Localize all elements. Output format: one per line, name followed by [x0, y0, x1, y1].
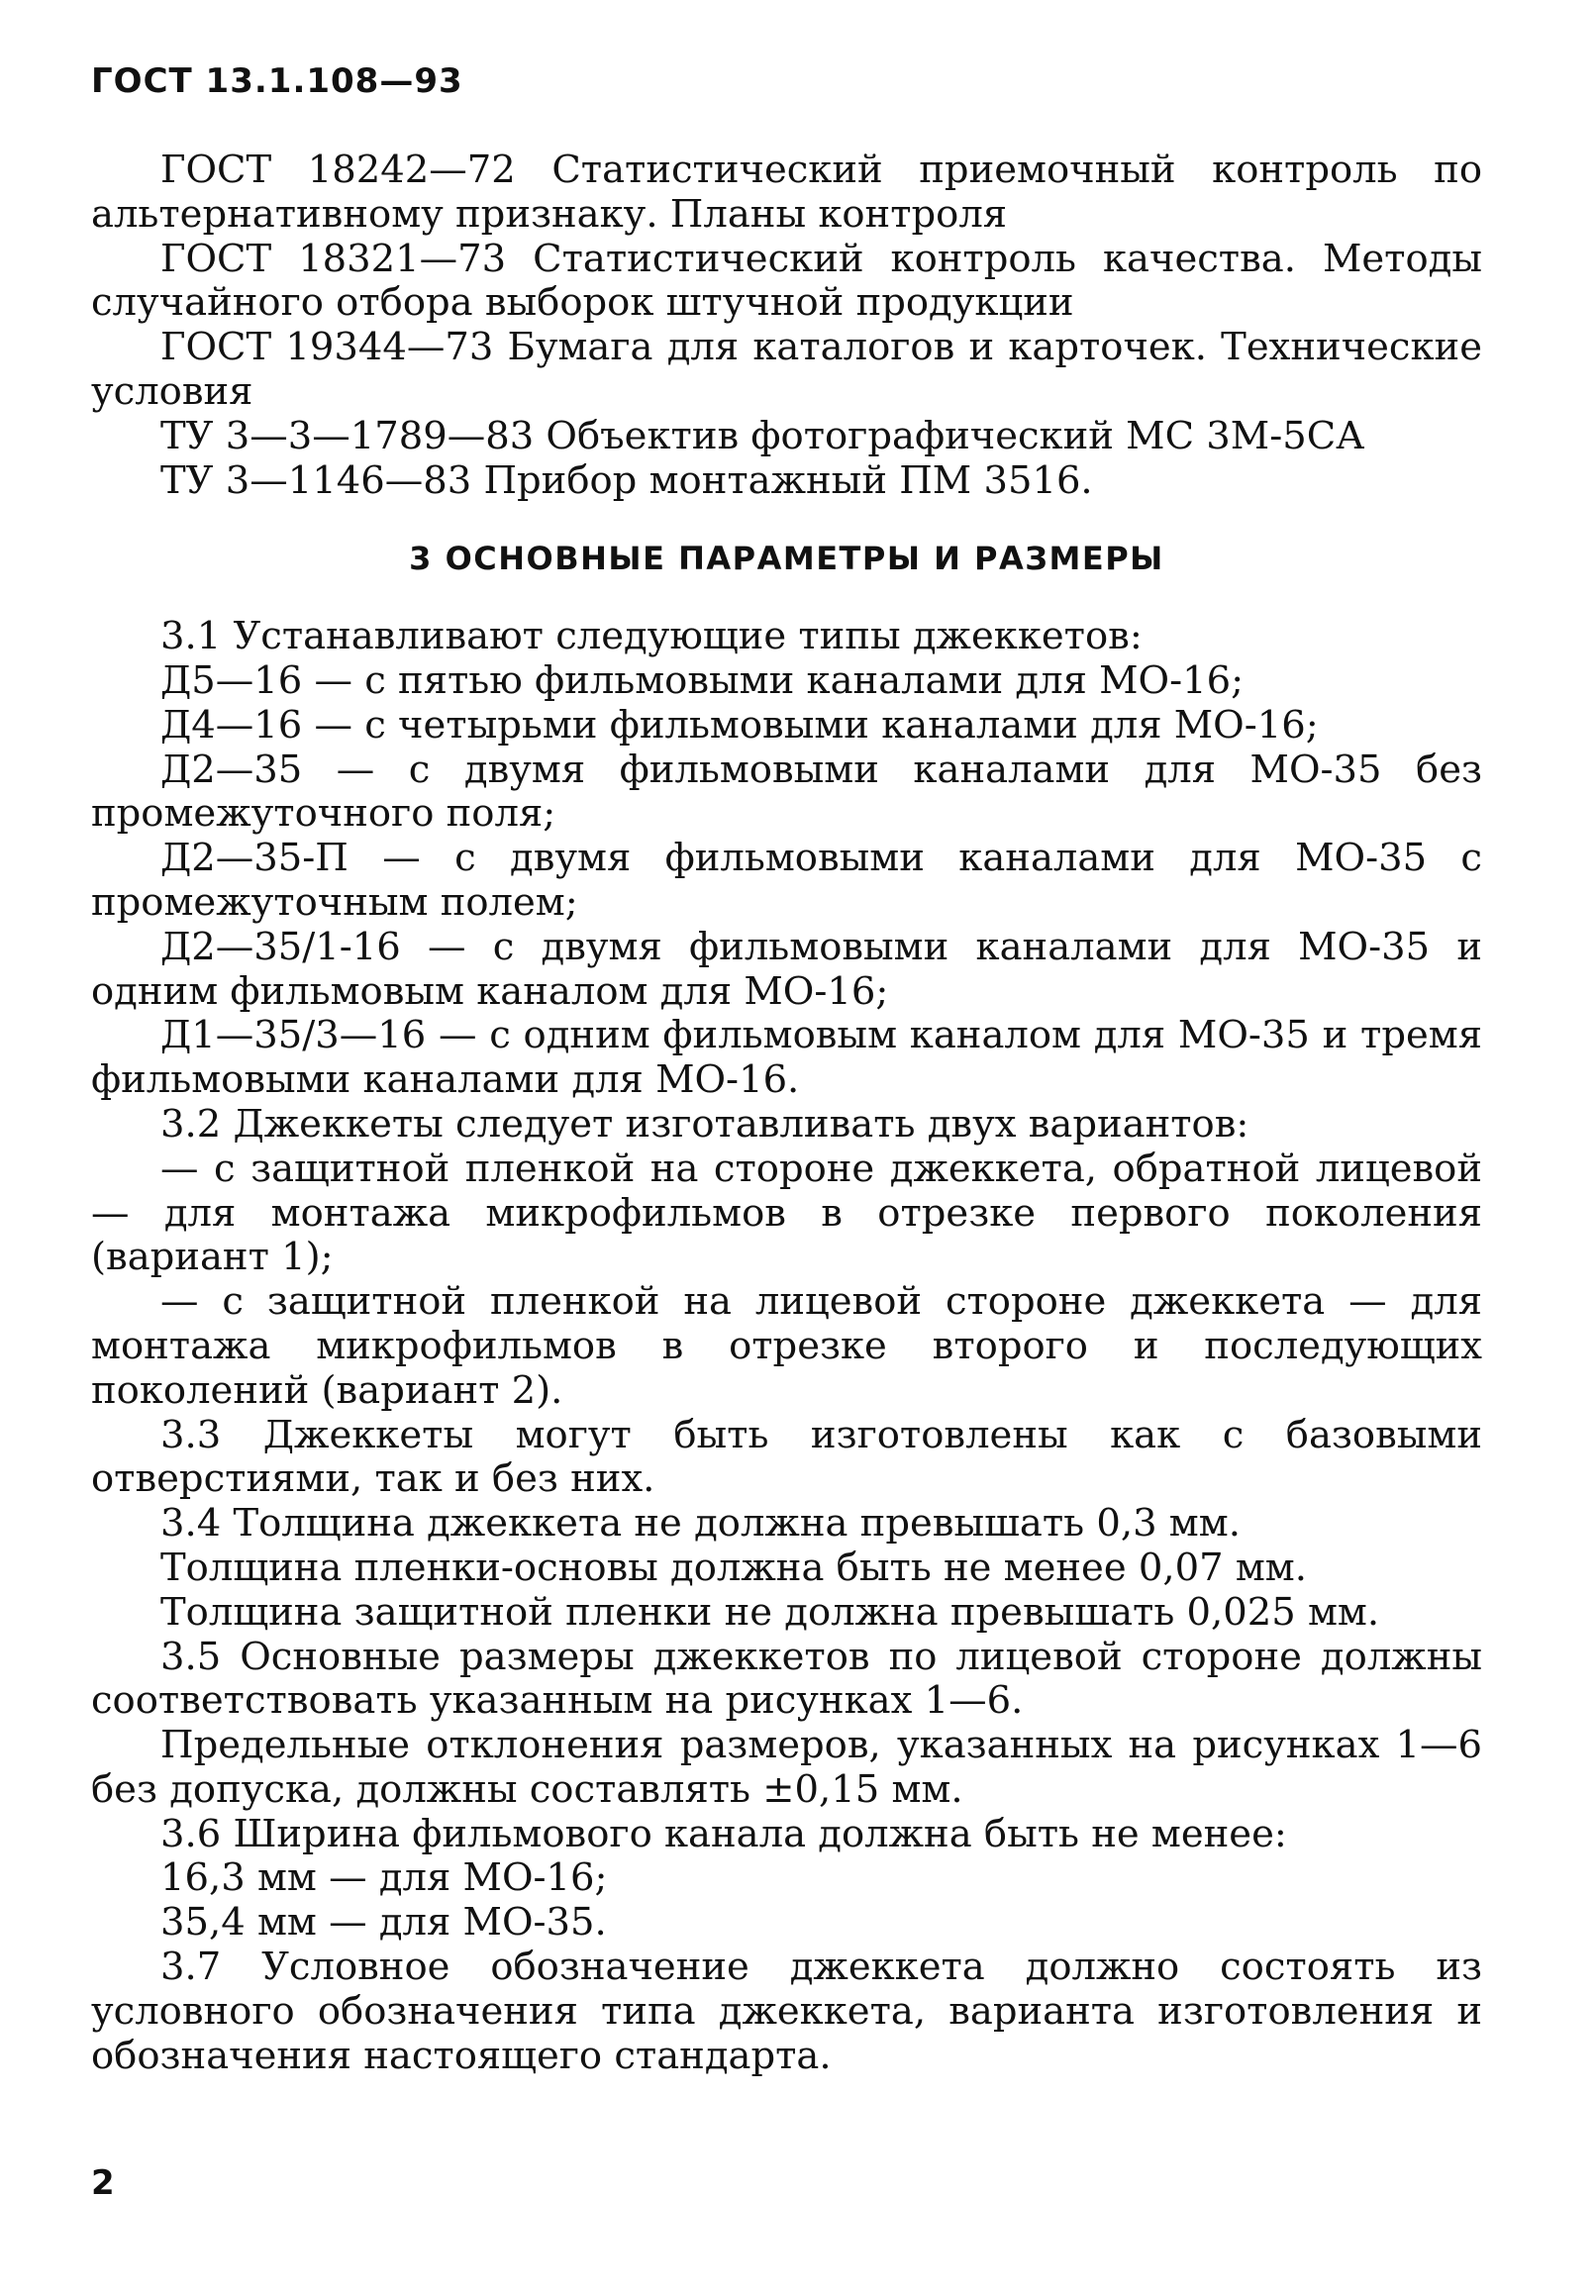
paragraph: Д2—35 — с двумя фильмовыми каналами для МО-35 без промежуточного поля; — [91, 747, 1482, 837]
paragraph: Д1—35/3—16 — с одним фильмовым каналом для МО-35 и тремя фильмовыми каналами для МО-16. — [91, 1013, 1482, 1103]
paragraph: 3.3 Джеккеты могут быть изготовлены как с базовыми отверстиями, так и без них. — [91, 1412, 1482, 1502]
paragraph: 3.7 Условное обозначение джеккета должно состоять из условного обозначения типа джеккета, варианта изготовления и обозначения настоящего стандарта. — [91, 1945, 1482, 2078]
paragraph: Д2—35-П — с двумя фильмовыми каналами для МО-35 с промежуточным полем; — [91, 836, 1482, 925]
document-header: ГОСТ 13.1.108—93 — [91, 61, 463, 101]
paragraph: Толщина защитной пленки не должна превышать 0,025 мм. — [160, 1589, 1380, 1635]
reference-item: ГОСТ 18321—73 Статистический контроль качества. Методы случайного отбора выборок штучной продукции — [91, 236, 1482, 326]
reference-item: ТУ 3—1146—83 Прибор монтажный ПМ 3516. — [160, 457, 1093, 503]
paragraph: — с защитной пленкой на лицевой стороне джеккета — для монтажа микрофильмов в отрезке второго и последующих поколений (вариант 2). — [91, 1279, 1482, 1413]
page-number: 2 — [91, 2163, 115, 2203]
paragraph: 3.1 Устанавливают следующие типы джеккетов: — [160, 614, 1143, 659]
section-title: 3 ОСНОВНЫЕ ПАРАМЕТРЫ И РАЗМЕРЫ — [409, 540, 1164, 578]
paragraph: 35,4 мм — для МО-35. — [160, 1900, 607, 1946]
paragraph: 3.2 Джеккеты следует изготавливать двух вариантов: — [160, 1101, 1249, 1147]
paragraph: Предельные отклонения размеров, указанных на рисунках 1—6 без допуска, должны составлять ±0,15 мм. — [91, 1723, 1482, 1812]
paragraph: Д5—16 — с пятью фильмовыми каналами для МО-16; — [160, 657, 1245, 703]
reference-item: ТУ 3—3—1789—83 Объектив фотографический МС 3М-5СА — [160, 413, 1365, 458]
paragraph: 3.4 Толщина джеккета не должна превышать 0,3 мм. — [160, 1501, 1241, 1547]
paragraph: — с защитной пленкой на стороне джеккета, обратной лицевой — для монтажа микрофильмов в отрезке первого поколения (вариант 1); — [91, 1146, 1482, 1280]
paragraph: 16,3 мм — для МО-16; — [160, 1855, 608, 1901]
paragraph: Д4—16 — с четырьми фильмовыми каналами для МО-16; — [160, 702, 1319, 748]
document-body — [91, 149, 1482, 2078]
paragraph: Д2—35/1-16 — с двумя фильмовыми каналами для МО-35 и одним фильмовым каналом для МО-16; — [91, 924, 1482, 1014]
reference-item: ГОСТ 19344—73 Бумага для каталогов и карточек. Технические условия — [91, 325, 1482, 414]
paragraph: 3.5 Основные размеры джеккетов по лицевой стороне должны соответствовать указанным на рисунках 1—6. — [91, 1634, 1482, 1724]
paragraph: 3.6 Ширина фильмового канала должна быть не менее: — [160, 1811, 1287, 1856]
reference-item: ГОСТ 18242—72 Статистический приемочный контроль по альтернативному признаку. Планы контроля — [91, 148, 1482, 237]
paragraph: Толщина пленки-основы должна быть не менее 0,07 мм. — [160, 1545, 1307, 1590]
